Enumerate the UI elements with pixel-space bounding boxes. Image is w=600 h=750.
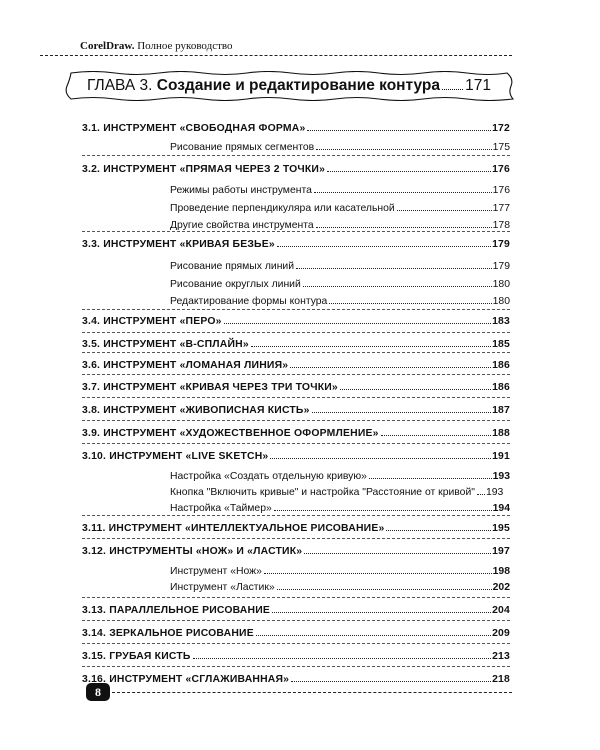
- dot-leader: [277, 589, 492, 590]
- dot-leader: [251, 346, 491, 347]
- section-divider: [82, 374, 510, 375]
- section-divider: [82, 515, 510, 516]
- toc-section-entry[interactable]: [82, 360, 510, 371]
- dot-leader: [274, 510, 492, 511]
- toc-entry-title: 3.9. ИНСТРУМЕНТ «ХУДОЖЕСТВЕННОЕ ОФОРМЛЕНИЕ»: [82, 428, 379, 439]
- toc-entry-title: Кнопка "Включить кривые" и настройка "Расстояние от кривой": [170, 487, 475, 498]
- footer-rule: [112, 692, 512, 693]
- chapter-page: 171: [465, 77, 491, 94]
- toc-entry-page: 186: [492, 360, 510, 371]
- toc-entry-page: 183: [492, 316, 510, 327]
- chapter-title: Создание и редактирование контура: [156, 77, 441, 94]
- section-divider: [82, 397, 510, 398]
- dot-leader: [316, 227, 492, 228]
- dot-leader: [264, 573, 492, 574]
- toc-entry-title: 3.8. ИНСТРУМЕНТ «ЖИВОПИСНАЯ КИСТЬ»: [82, 405, 310, 416]
- dot-leader: [381, 435, 491, 436]
- dot-leader: [397, 210, 492, 211]
- toc-entry-title: Другие свойства инструмента: [170, 220, 314, 231]
- toc-entry-page: 188: [492, 428, 510, 439]
- dot-leader: [270, 458, 491, 459]
- toc-entry-page: 191: [492, 451, 510, 462]
- toc-entry-title: Рисование округлых линий: [170, 279, 301, 290]
- toc-section-entry[interactable]: [82, 651, 510, 662]
- header-brand: CorelDraw.: [80, 40, 135, 52]
- toc-section-entry[interactable]: [82, 628, 510, 639]
- toc-entry-page: 218: [492, 674, 510, 685]
- section-divider: [82, 309, 510, 310]
- dot-leader: [224, 323, 491, 324]
- dot-leader: [386, 530, 491, 531]
- header-subtitle: Полное руководство: [137, 40, 233, 52]
- dot-leader: [290, 367, 491, 368]
- toc-entry-page: 186: [492, 382, 510, 393]
- page-number-badge: 8: [86, 683, 110, 701]
- toc-entry-page: 178: [492, 220, 510, 231]
- dot-leader: [327, 171, 491, 172]
- section-divider: [82, 155, 510, 156]
- toc-subsection-entry[interactable]: [170, 582, 510, 593]
- toc-entry-title: 3.15. ГРУБАЯ КИСТЬ: [82, 651, 191, 662]
- toc-entry-title: Инструмент «Нож»: [170, 566, 262, 577]
- toc-section-entry[interactable]: [82, 428, 510, 439]
- toc-entry-title: 3.16. ИНСТРУМЕНТ «СГЛАЖИВАННАЯ»: [82, 674, 290, 685]
- dot-leader: [277, 246, 491, 247]
- section-divider: [82, 538, 510, 539]
- toc-section-entry[interactable]: [82, 674, 510, 685]
- dot-leader: [291, 681, 491, 682]
- dot-leader: [296, 268, 492, 269]
- dot-leader: [307, 130, 491, 131]
- toc-subsection-entry[interactable]: [170, 220, 510, 231]
- toc-section-entry[interactable]: [82, 164, 510, 175]
- toc-entry-title: 3.7. ИНСТРУМЕНТ «КРИВАЯ ЧЕРЕЗ ТРИ ТОЧКИ»: [82, 382, 338, 393]
- toc-entry-page: 179: [492, 239, 510, 250]
- dot-leader: [340, 389, 491, 390]
- running-header: [80, 40, 233, 52]
- toc-subsection-entry[interactable]: [170, 185, 510, 196]
- section-divider: [82, 332, 510, 333]
- toc-entry-title: Инструмент «Ластик»: [170, 582, 275, 593]
- toc-entry-page: 195: [492, 523, 510, 534]
- toc-entry-title: Рисование прямых сегментов: [170, 142, 315, 153]
- toc-subsection-entry[interactable]: [170, 279, 510, 290]
- toc-entry-page: 180: [492, 279, 510, 290]
- dot-leader: [312, 412, 491, 413]
- toc-entry-page: 185: [492, 339, 510, 350]
- toc-entry-page: 179: [492, 261, 510, 272]
- toc-subsection-entry[interactable]: [170, 142, 510, 153]
- toc-section-entry[interactable]: [82, 605, 510, 616]
- toc-entry-title: 3.3. ИНСТРУМЕНТ «КРИВАЯ БЕЗЬЕ»: [82, 239, 275, 250]
- toc-section-entry[interactable]: [82, 405, 510, 416]
- dot-leader: [314, 192, 492, 193]
- dot-leader: [369, 478, 492, 479]
- toc-section-entry[interactable]: [82, 523, 510, 534]
- section-divider: [82, 643, 510, 644]
- toc-section-entry[interactable]: [82, 123, 510, 134]
- toc-entry-page: 176: [492, 164, 510, 175]
- dot-leader: [272, 612, 491, 613]
- dot-leader: [193, 658, 492, 659]
- toc-entry-title: 3.12. ИНСТРУМЕНТЫ «НОЖ» И «ЛАСТИК»: [82, 546, 303, 557]
- toc-entry-page: 172: [492, 123, 510, 134]
- toc-entry-title: 3.1. ИНСТРУМЕНТ «СВОБОДНАЯ ФОРМА»: [82, 123, 306, 134]
- header-rule: [40, 55, 512, 56]
- toc-entry-page: 202: [492, 582, 510, 593]
- toc-entry-title: 3.4. ИНСТРУМЕНТ «ПЕРО»: [82, 316, 222, 327]
- toc-section-entry[interactable]: [82, 339, 510, 350]
- toc-entry-page: 194: [492, 503, 510, 514]
- toc-entry-page: 180: [492, 296, 510, 307]
- dot-leader: [316, 149, 491, 150]
- dot-leader: [304, 553, 491, 554]
- toc-entry-title: Редактирование формы контура: [170, 296, 328, 307]
- section-divider: [82, 620, 510, 621]
- toc-entry-page: 193: [492, 471, 510, 482]
- toc-entry-page: 193: [485, 487, 504, 498]
- toc-entry-page: 213: [492, 651, 510, 662]
- toc-entry-title: 3.14. ЗЕРКАЛЬНОЕ РИСОВАНИЕ: [82, 628, 254, 639]
- section-divider: [82, 597, 510, 598]
- section-divider: [82, 420, 510, 421]
- toc-entry-page: 177: [492, 203, 510, 214]
- section-divider: [82, 666, 510, 667]
- dot-leader: [442, 89, 463, 90]
- dot-leader: [256, 635, 491, 636]
- toc-section-entry[interactable]: [82, 546, 510, 557]
- toc-subsection-entry[interactable]: [170, 503, 510, 514]
- toc-subsection-entry[interactable]: [170, 566, 510, 577]
- chapter-heading-box: [63, 71, 515, 101]
- toc-entry-title: 3.11. ИНСТРУМЕНТ «ИНТЕЛЛЕКТУАЛЬНОЕ РИСОВАНИЕ»: [82, 523, 385, 534]
- toc-section-entry[interactable]: [82, 382, 510, 393]
- chapter-line[interactable]: [87, 77, 491, 95]
- toc-entry-title: 3.5. ИНСТРУМЕНТ «B-СПЛАЙН»: [82, 339, 249, 350]
- toc-entry-page: 187: [492, 405, 510, 416]
- toc-entry-title: 3.6. ИНСТРУМЕНТ «ЛОМАНАЯ ЛИНИЯ»: [82, 360, 289, 371]
- section-divider: [82, 352, 510, 353]
- toc-entry-page: 204: [492, 605, 510, 616]
- toc-section-entry[interactable]: [82, 316, 510, 327]
- toc-subsection-entry[interactable]: [170, 471, 510, 482]
- toc-entry-title: Рисование прямых линий: [170, 261, 295, 272]
- dot-leader: [477, 494, 485, 495]
- toc-subsection-entry[interactable]: [170, 296, 510, 307]
- toc-subsection-entry[interactable]: [170, 261, 510, 272]
- toc-entry-page: 198: [492, 566, 510, 577]
- toc-entry-title: Настройка «Таймер»: [170, 503, 272, 514]
- toc-subsection-entry[interactable]: [170, 487, 510, 498]
- toc-entry-title: 3.2. ИНСТРУМЕНТ «ПРЯМАЯ ЧЕРЕЗ 2 ТОЧКИ»: [82, 164, 326, 175]
- toc-entry-title: 3.10. ИНСТРУМЕНТ «LIVE SKETCH»: [82, 451, 269, 462]
- toc-subsection-entry[interactable]: [170, 203, 510, 214]
- toc-entry-title: Настройка «Создать отдельную кривую»: [170, 471, 367, 482]
- toc-entry-title: Проведение перпендикуляра или касательной: [170, 203, 395, 214]
- toc-section-entry[interactable]: [82, 451, 510, 462]
- toc-entry-page: 209: [492, 628, 510, 639]
- toc-entry-title: Режимы работы инструмента: [170, 185, 312, 196]
- toc-section-entry[interactable]: [82, 239, 510, 250]
- section-divider: [82, 443, 510, 444]
- chapter-label: ГЛАВА 3.: [87, 77, 157, 94]
- section-divider: [82, 231, 510, 232]
- toc-entry-page: 176: [492, 185, 510, 196]
- dot-leader: [329, 303, 491, 304]
- dot-leader: [303, 286, 492, 287]
- toc-entry-page: 175: [492, 142, 510, 153]
- toc-entry-page: 197: [492, 546, 510, 557]
- toc-entry-title: 3.13. ПАРАЛЛЕЛЬНОЕ РИСОВАНИЕ: [82, 605, 271, 616]
